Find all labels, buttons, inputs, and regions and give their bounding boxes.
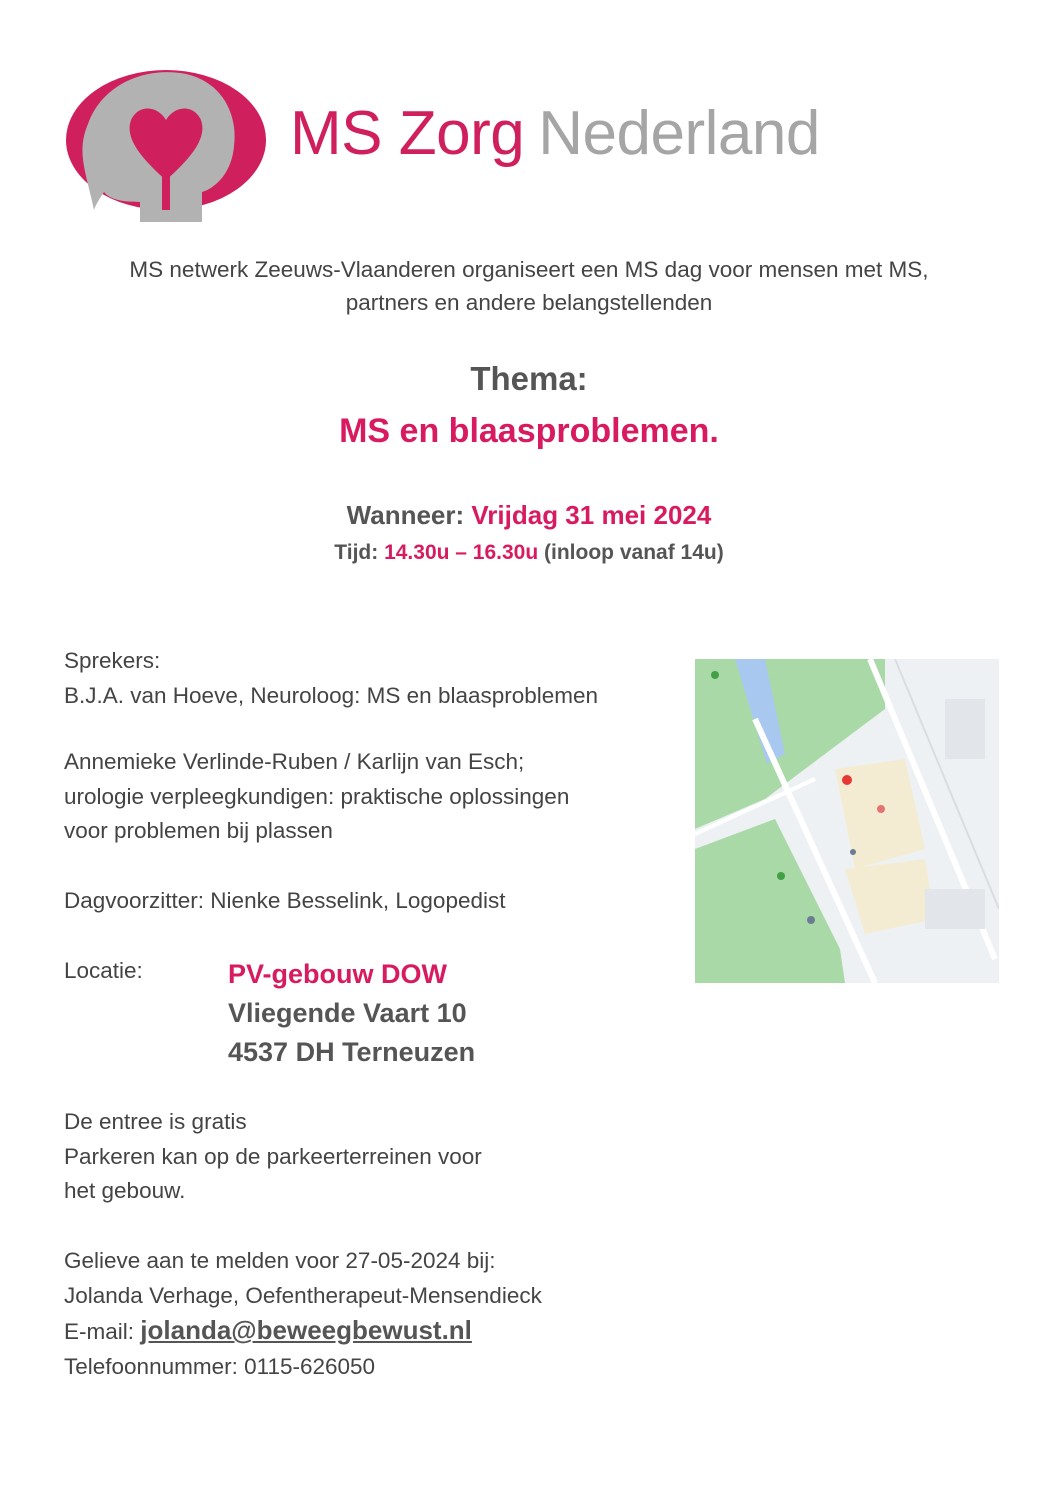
phone-label: Telefoonnummer: xyxy=(64,1353,238,1379)
when-label: Wanneer: xyxy=(346,500,465,530)
email-link[interactable]: jolanda@beweegbewust.nl xyxy=(140,1315,472,1345)
info-line-1: De entree is gratis xyxy=(64,1109,247,1134)
when-line xyxy=(0,500,1058,531)
location-map[interactable] xyxy=(695,659,999,983)
registration-line-2: Jolanda Verhage, Oefentherapeut-Mensendieck xyxy=(64,1282,542,1308)
speaker-2-section xyxy=(64,745,569,849)
speakers-heading: Sprekers: xyxy=(64,648,161,673)
speaker-2-line-2: urologie verpleegkundigen: praktische oplossingen xyxy=(64,783,570,809)
intro-line-2: partners en andere belangstellenden xyxy=(345,290,713,315)
location-address xyxy=(228,955,475,1072)
location-name: PV-gebouw DOW xyxy=(228,959,447,989)
email-line xyxy=(64,1313,542,1350)
intro-line-1: MS netwerk Zeeuws-Vlaanderen organiseert een MS dag voor mensen met MS, xyxy=(129,257,929,282)
registration-line-1: Gelieve aan te melden voor 27-05-2024 bij: xyxy=(64,1248,496,1273)
when-date: Vrijdag 31 mei 2024 xyxy=(471,500,712,530)
time-line xyxy=(0,541,1058,565)
time-label: Tijd: xyxy=(334,541,379,564)
speaker-1: B.J.A. van Hoeve, Neuroloog: MS en blaasproblemen xyxy=(64,682,599,708)
info-line-2: Parkeren kan op de parkeerterreinen voor xyxy=(64,1143,482,1169)
speakers-section xyxy=(64,644,598,713)
speaker-2-line-1: Annemieke Verlinde-Ruben / Karlijn van Esch; xyxy=(64,749,525,774)
intro-text xyxy=(0,253,1058,319)
info-section xyxy=(64,1105,482,1209)
info-line-3: het gebouw. xyxy=(64,1178,186,1203)
map-graphic xyxy=(695,659,999,983)
location-label: Locatie: xyxy=(64,958,143,983)
time-range: 14.30u – 16.30u xyxy=(384,541,539,564)
head-heart-icon xyxy=(66,62,266,230)
speaker-2-line-3: voor problemen bij plassen xyxy=(64,818,333,843)
logo-nederland: Nederland xyxy=(538,99,820,168)
thema-title: MS en blaasproblemen. xyxy=(339,412,719,450)
registration-section xyxy=(64,1244,542,1384)
phone-number: 0115-626050 xyxy=(244,1353,376,1379)
ms-zorg-logo xyxy=(66,62,906,230)
thema-label: Thema: xyxy=(470,360,588,397)
location-street: Vliegende Vaart 10 xyxy=(228,998,467,1028)
phone-line xyxy=(64,1350,542,1385)
chair: Dagvoorzitter: Nienke Besselink, Logopedist xyxy=(64,888,506,913)
time-note: (inloop vanaf 14u) xyxy=(544,541,724,564)
location-city: 4537 DH Terneuzen xyxy=(228,1037,476,1067)
logo-wordmark xyxy=(290,98,820,169)
logo-ms-zorg: MS Zorg xyxy=(290,99,525,168)
email-label: E-mail: xyxy=(64,1319,135,1344)
